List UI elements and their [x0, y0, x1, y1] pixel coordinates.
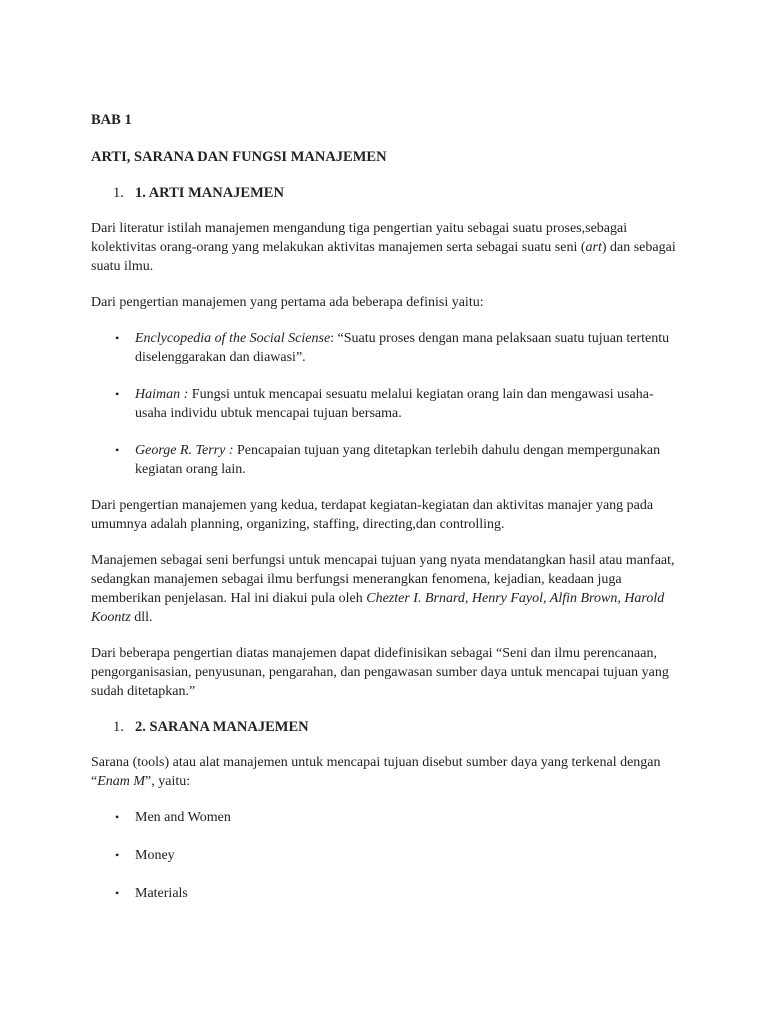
sarana-item: Money [135, 848, 175, 863]
definition-text [135, 441, 681, 479]
paragraph-text: Manajemen sebagai seni berfungsi untuk mencapai tujuan yang nyata mendatangkan hasil atau manfaat, sedangkan manajemen sebagai ilmu berfungsi menerangkan fenomena, kejadian, keadaan juga memberikan penjelasan. Hal ini diakui pula oleh [91, 553, 675, 606]
bullet-icon: • [115, 387, 120, 401]
definition-source: Enclycopedia of the Social Sciense [135, 331, 331, 346]
list-item [91, 441, 681, 479]
main-title: ARTI, SARANA DAN FUNGSI MANAJEMEN [91, 149, 387, 165]
paragraph-text-end: ”, yaitu: [145, 774, 191, 789]
definitions-list [91, 329, 681, 479]
bullet-icon: • [115, 886, 120, 900]
section-title: 2. SARANA MANAJEMEN [135, 719, 309, 735]
paragraph-text-end: dll. [130, 610, 153, 625]
list-item [91, 884, 681, 903]
definition-source: Haiman : [135, 387, 189, 402]
list-item [91, 846, 681, 865]
italic-names: Chezter I. Brnard, Henry Fayol, Alfin Brown, Harold Koontz [91, 591, 665, 625]
paragraph-manager-activities: Dari pengertian manajemen yang kedua, terdapat kegiatan-kegiatan dan aktivitas manajer yang pada umumnya adalah planning, organizing, staffing, directing,dan controlling. [91, 498, 654, 532]
definition-text [135, 385, 681, 423]
paragraph-intro [91, 219, 681, 276]
definition-source: George R. Terry : [135, 443, 234, 458]
paragraph-tools [91, 753, 681, 791]
paragraph-text: Dari literatur istilah manajemen mengandung tiga pengertian yaitu sebagai suatu proses,sebagai kolektivitas orang-orang yang melakukan aktivitas manajemen serta sebagai suatu seni ( [91, 221, 628, 255]
paragraph-art-science [91, 551, 681, 627]
paragraph-text-end: ) dan sebagai suatu ilmu. [91, 240, 676, 274]
list-item [91, 808, 681, 827]
paragraph-definition-summary: Dari beberapa pengertian diatas manajemen dapat didefinisikan sebagai “Seni dan ilmu perencanaan, pengorganisasian, penyusunan, pengarahan, dan pengawasan sumber daya untuk mencapai tujuan yang sudah ditetapkan.” [91, 646, 669, 699]
italic-term: art [585, 240, 602, 255]
section-number: 1. [113, 719, 124, 735]
section-number: 1. [113, 185, 124, 201]
section-title: 1. ARTI MANAJEMEN [135, 185, 284, 201]
sarana-list [91, 808, 681, 903]
definition-body: Pencapaian tujuan yang ditetapkan terlebih dahulu dengan mempergunakan kegiatan orang lain. [135, 443, 661, 477]
paragraph-definitions-lead: Dari pengertian manajemen yang pertama ada beberapa definisi yaitu: [91, 295, 484, 310]
document-page [91, 111, 681, 922]
list-item [91, 329, 681, 367]
sarana-item: Materials [135, 886, 188, 901]
sarana-item: Men and Women [135, 810, 231, 825]
section-heading-arti [91, 184, 681, 202]
bullet-icon: • [115, 848, 120, 862]
italic-term: Enam M [97, 774, 146, 789]
section-heading-sarana [91, 718, 681, 736]
bullet-icon: • [115, 810, 120, 824]
bullet-icon: • [115, 331, 120, 345]
bullet-icon: • [115, 443, 120, 457]
definition-body: “Suatu proses dengan mana pelaksaan suatu tujuan tertentu diselenggarakan dan diawasi”. [135, 331, 670, 365]
separator: : [330, 331, 338, 346]
chapter-label: BAB 1 [91, 112, 132, 128]
list-item [91, 385, 681, 423]
definition-text [135, 329, 681, 367]
paragraph-text: Sarana (tools) atau alat manajemen untuk mencapai tujuan disebut sumber daya yang terkenal dengan “ [91, 755, 661, 789]
definition-body: Fungsi untuk mencapai sesuatu melalui kegiatan orang lain dan mengawasi usaha-usaha individu ubtuk mencapai tujuan bersama. [135, 387, 654, 421]
